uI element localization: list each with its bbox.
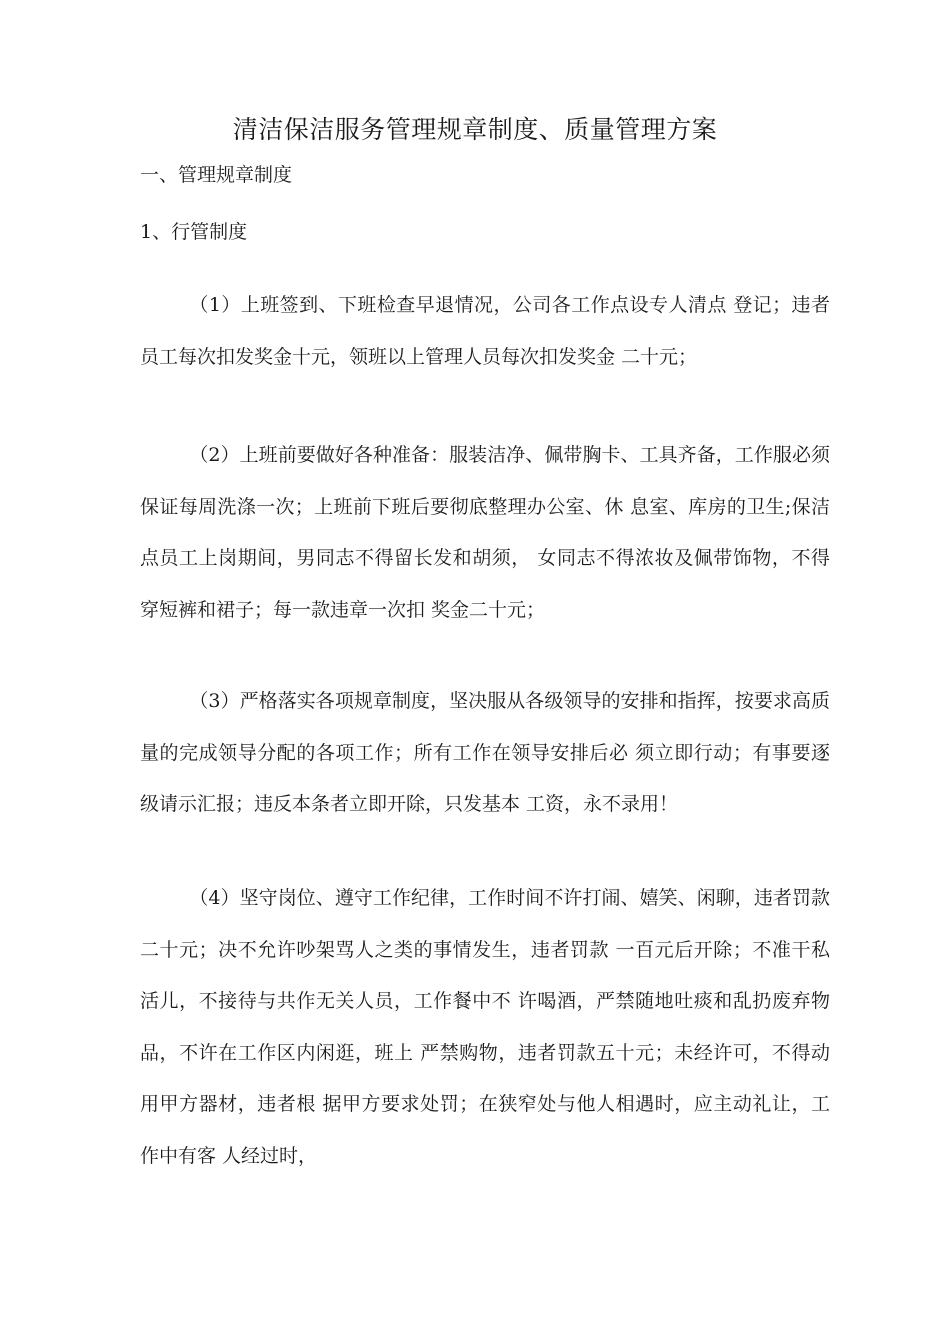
document-title: 清洁保洁服务管理规章制度、质量管理方案 [232,115,718,144]
paragraph-3: （3）严格落实各项规章制度，坚决服从各级领导的安排和指挥，按要求高质量的完成领导分配的各项工作；所有工作在领导安排后必 须立即行动；有事要逐级请示汇报；违反本条者立即开除，只发基本 工资，永不录用！ [140,690,830,815]
subsection-heading: 1、行管制度 [140,221,248,243]
section-heading: 一、管理规章制度 [140,164,293,186]
paragraph-1: （1）上班签到、下班检查早退情况，公司各工作点设专人清点 登记；违者员工每次扣发奖金十元，领班以上管理人员每次扣发奖金 二十元； [140,294,830,368]
paragraph-2: （2）上班前要做好各种准备：服装洁净、佩带胸卡、工具齐备，工作服必须保证每周洗涤一次；上班前下班后要彻底整理办公室、休 息室、库房的卫生;保洁点员工上岗期间，男同志不得留长发和胡须， 女同志不得浓妆及佩带饰物，不得穿短裤和裙子；每一款违章一次扣 奖金二十元； [140,444,830,621]
paragraph-4: （4）坚守岗位、遵守工作纪律，工作时间不许打闹、嬉笑、闲聊，违者罚款二十元；决不允许吵架骂人之类的事情发生，违者罚款 一百元后开除；不准干私活儿，不接待与共作无关人员，工作餐中不 许喝酒，严禁随地吐痰和乱扔废弃物品，不许在工作区内闲逛，班上 严禁购物，违者罚款五十元；未经许可，不得动用甲方器材，违者根 据甲方要求处罚；在狭窄处与他人相遇时，应主动礼让，工作中有客 人经过时， [140,887,830,1167]
